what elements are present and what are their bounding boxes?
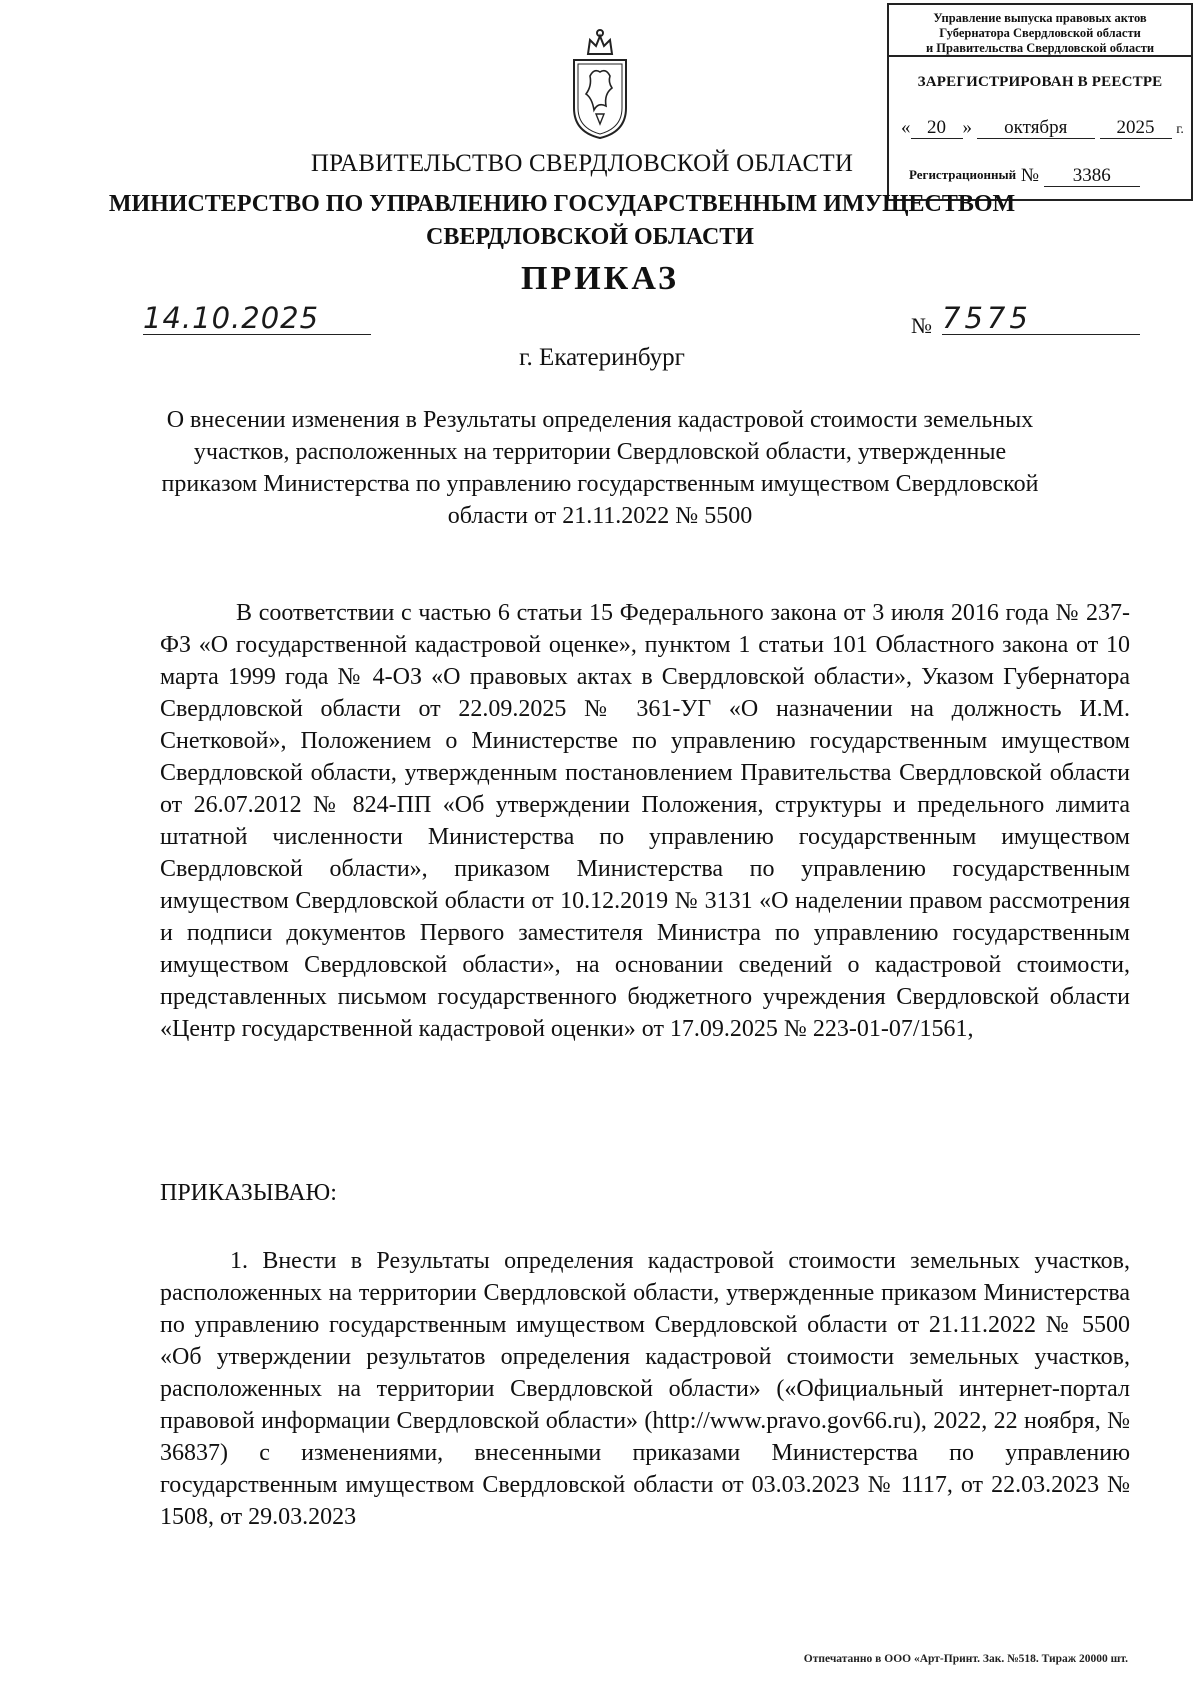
stamp-month: октября — [977, 118, 1095, 139]
stamp-reg-number: 3386 — [1044, 166, 1140, 187]
order-item-1: 1. Внести в Результаты определения кадастровой стоимости земельных участков, расположенных на территории Свердловской области, утвержденные приказом Министерства по управлению государственным имуществом Свердловской области от 21.11.2022 № 5500 «Об утверждении результатов определения кадастровой стоимости земельных участков, расположенных на территории Свердловской области» («Официальный интернет-портал правовой информации Свердловской области» (http://www.pravo.gov66.ru), 2022, 22 ноября, № 36837) с изменениями, внесенными приказами Министерства по управлению государственным имуществом Свердловской области от 03.03.2023 № 1117, от 22.03.2023 № 1508, от 29.03.2023 — [160, 1248, 1130, 1530]
ministry-title — [0, 188, 1200, 254]
document-type — [0, 260, 1200, 298]
stamp-date-close: » — [962, 117, 972, 138]
city-text: г. Екатеринбург — [519, 344, 685, 371]
city-line — [0, 344, 1200, 372]
coat-of-arms-icon — [568, 28, 632, 142]
handwritten-order-number: 7575 — [942, 304, 1140, 335]
stamp-date-open: « — [901, 117, 911, 138]
order-subject: О внесении изменения в Результаты определения кадастровой стоимости земельных участков, расположенных на территории Свердловской области, утвержденные приказом Министерства по управлению государственным имуществом Свердловской области от 21.11.2022 № 5500 — [161, 407, 1039, 529]
order-number-sign: № — [911, 313, 932, 338]
stamp-day: 20 — [911, 118, 963, 139]
ministry-title-line1: МИНИСТЕРСТВО ПО УПРАВЛЕНИЮ ГОСУДАРСТВЕННЫМ ИМУЩЕСТВОМ — [108, 191, 1016, 217]
handwritten-date: 14.10.2025 — [143, 304, 371, 335]
stamp-office-line: Управление выпуска правовых актов — [933, 11, 1147, 25]
stamp-date — [901, 117, 1185, 139]
stamp-office-line: и Правительства Свердловской области — [925, 41, 1155, 55]
stamp-office-line: Губернатора Свердловской области — [939, 26, 1141, 40]
government-title — [0, 150, 1200, 178]
stamp-registered-title: ЗАРЕГИСТРИРОВАН В РЕЕСТРЕ — [917, 74, 1163, 90]
ministry-title-line2: СВЕРДЛОВСКОЙ ОБЛАСТИ — [426, 224, 754, 250]
document-type-text: ПРИКАЗ — [521, 260, 679, 297]
preamble-paragraph: В соответствии с частью 6 статьи 15 Федерального закона от 3 июля 2016 года № 237-ФЗ «О государственной кадастровой оценке», пунктом 1 статьи 101 Областного закона от 10 марта 1999 года № 4-ОЗ «О правовых актах в Свердловской области», Указом Губернатора Свердловской области от 22.09.2025 № 361-УГ «О назначении на должность И.М. Снетковой», Положением о Министерстве по управлению государственным имуществом Свердловской области, утвержденным постановлением Правительства Свердловской области от 26.07.2012 № 824-ПП «Об утверждении Положения, структуры и предельного лимита штатной численности Министерства по управлению государственным имуществом Свердловской области», приказом Министерства по управлению государственным имуществом Свердловской области от 10.12.2019 № 3131 «О наделении правом рассмотрения и подписи документов Первого заместителя Министра по управлению государственным имуществом Свердловской области», на основании сведений о кадастровой стоимости, представленных письмом государственного бюджетного учреждения Свердловской области «Центр государственной кадастровой оценки» от 17.09.2025 № 223-01-07/1561, — [160, 600, 1130, 1042]
stamp-reg-label: Регистрационный — [909, 167, 1017, 182]
stamp-office — [889, 5, 1191, 57]
print-info: Отпечатанно в ООО «Арт-Принт. Зак. №518. Тираж 20000 шт. — [803, 1653, 1128, 1665]
stamp-year-suffix: г. — [1176, 122, 1184, 137]
government-title-text: ПРАВИТЕЛЬСТВО СВЕРДЛОВСКОЙ ОБЛАСТИ — [310, 150, 854, 177]
stamp-number-sign: № — [1020, 165, 1039, 186]
order-verb: ПРИКАЗЫВАЮ: — [160, 1180, 337, 1206]
stamp-year: 2025 — [1100, 118, 1172, 139]
